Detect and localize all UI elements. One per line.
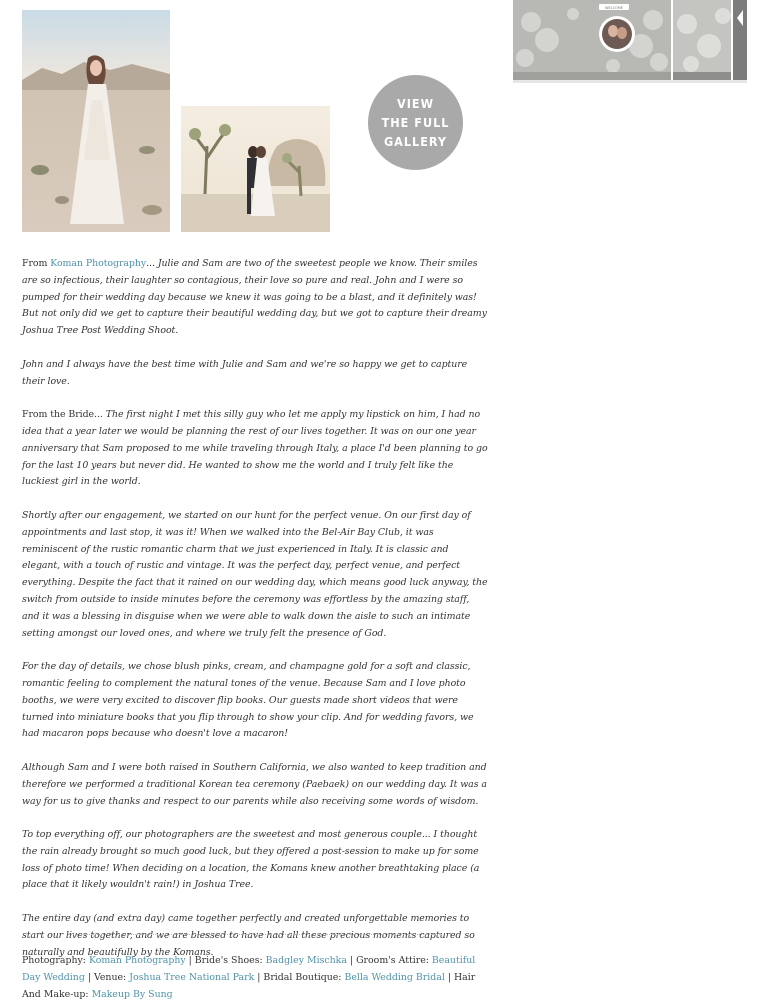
p3-text: The first night I met this silly guy who let me apply my lipstick on him, I had no idea that a year later we would be planning the rest of our lives together. It was on our one year anniversary that Sam proposed to me while traveling through Italy, a place I'd been planning to go for the last 10 years but never did. He wanted to show me the world and I truly felt like the luckiest girl in the world. bbox=[22, 409, 488, 488]
p1-text: ... Julie and Sam are two of the sweetest people we know. Their smiles are so infectious, their laughter so contagious, their love so pure and real. John and I were so pumped for their wedding day because we knew it was going to be a blast, and it definitely was! But not only did we get to capture their beautiful wedding day, but we got to capture their dreamy Joshua Tree Post Wedding Shoot. bbox=[22, 258, 487, 337]
article-paragraph bbox=[22, 357, 488, 391]
p2-text: John and I always have the best time with Julie and Sam and we're so happy we get to capture their love. bbox=[22, 358, 468, 387]
ad-top-label: WELCOME bbox=[604, 6, 624, 10]
ad-banner[interactable] bbox=[513, 0, 747, 83]
credit-link-venue[interactable]: Joshua Tree National Park bbox=[129, 972, 255, 983]
p5-text: For the day of details, we chose blush pinks, cream, and champagne gold for a soft and classic, romantic feeling to complement the natural tones of the venue. Because Sam and I love photo booths, we were very excited to discover flip books. Our guests made short videos that were turned into miniature books that you flip through to show your clip. And for wedding favors, we had macaron pops because who doesn't love a macaron! bbox=[22, 661, 474, 740]
credit-label: | Venue: bbox=[84, 972, 130, 983]
credit-label: | Bridal Boutique: bbox=[254, 972, 345, 983]
credit-label: | Hair And Make-up: bbox=[22, 972, 476, 1000]
credit-link-boutique[interactable]: Bella Wedding Bridal bbox=[344, 972, 445, 983]
photo-bride-image bbox=[22, 10, 170, 232]
p4-text: Shortly after our engagement, we started on our hunt for the perfect venue. On our first day of appointments and last stop, it was it! When we walked into the Bel-Air Bay Club, it was reminiscent of the rustic romantic charm that we just experienced in Italy. It is classic and elegant, with a touch of rustic and vintage. It was the perfect day, perfect venue, and perfect everything. Despite the fact that it rained on our wedding day, which means good luck anyway, the switch from outside to inside minutes before the ceremony was effortless by the amazing staff, and it was a blessing in disguise when we were able to walk down the aisle to such an intimate setting amongst our loved ones, and where we truly felt the presence of God. bbox=[22, 509, 488, 639]
article-body bbox=[22, 256, 488, 978]
credits-divider bbox=[68, 934, 442, 935]
p8-text: The entire day (and extra day) came together perfectly and created unforgettable memories to start our lives together, and we are blessed to have had all these precious moments captured so naturally and beautifully by the Komans. bbox=[22, 913, 475, 958]
p1-prefix: From bbox=[22, 258, 51, 269]
p3-prefix: From the Bride... bbox=[22, 409, 106, 421]
photo-bride[interactable] bbox=[22, 10, 170, 232]
article-paragraph bbox=[22, 407, 488, 491]
credit-link-shoes[interactable]: Badgley Mischka bbox=[265, 955, 347, 966]
p7-text: To top everything off, our photographers are the sweetest and most generous couple... I thought the rain already brought so much good luck, but they offered a post-session to make up for some loss of photo time! When deciding on a location, the Komans knew another breathtaking place (a place that it likely wouldn't rain!) in Joshua Tree. bbox=[22, 829, 480, 891]
gallery-btn-line-3: GALLERY bbox=[383, 134, 448, 149]
ad-banner-image bbox=[513, 0, 747, 83]
credit-link-photography[interactable]: Koman Photography bbox=[88, 955, 186, 966]
p6-text: Although Sam and I were both raised in Southern California, we also wanted to keep tradition and therefore we performed a traditional Korean tea ceremony (Paebaek) on our wedding day. It was a way for us to give thanks and respect to our parents while also receiving some words of wisdom. bbox=[22, 761, 487, 807]
credit-link-makeup[interactable]: Makeup By Sung bbox=[91, 989, 173, 1000]
credit-label: | Groom's Attire: bbox=[346, 955, 432, 966]
article-paragraph bbox=[22, 256, 488, 340]
article-paragraph bbox=[22, 508, 488, 642]
credit-link-attire[interactable]: Beautiful Day Wedding bbox=[22, 955, 476, 983]
vendor-credits bbox=[22, 952, 488, 1003]
article-paragraph bbox=[22, 659, 488, 743]
view-full-gallery-button[interactable] bbox=[368, 75, 463, 170]
gallery-btn-line-2: THE FULL bbox=[381, 115, 450, 130]
photo-couple-image bbox=[181, 106, 330, 232]
photo-couple[interactable] bbox=[181, 106, 330, 232]
article-paragraph bbox=[22, 827, 488, 894]
koman-photography-link[interactable]: Koman Photography bbox=[50, 258, 147, 269]
article-paragraph bbox=[22, 760, 488, 810]
credit-label: | Bride's Shoes: bbox=[185, 955, 266, 966]
credit-label: Photography: bbox=[22, 955, 89, 966]
gallery-btn-line-1: VIEW bbox=[397, 96, 434, 111]
